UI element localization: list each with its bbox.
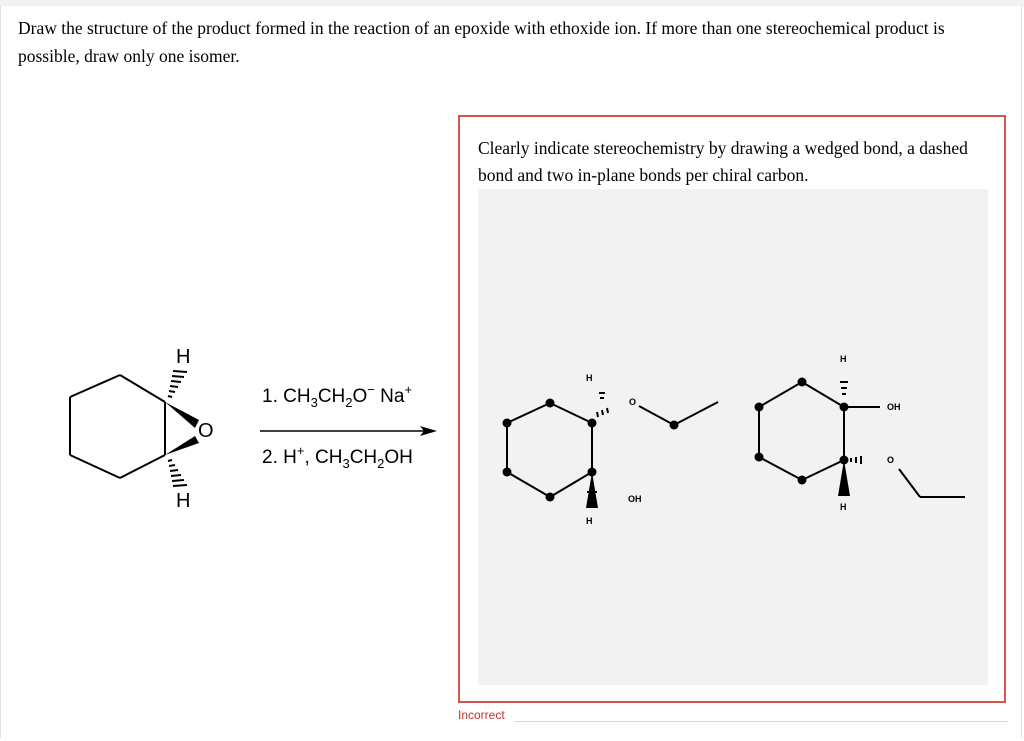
reaction-scheme: [0, 330, 460, 530]
answer-box: [458, 115, 1006, 703]
reactant-h-bottom: H: [176, 490, 191, 512]
mol2-oh: OH: [887, 402, 901, 412]
hashed-bond: [599, 393, 605, 398]
answer-status: Incorrect: [458, 708, 505, 722]
mol1-o: O: [629, 397, 637, 407]
mol1-h-top: H: [586, 373, 593, 383]
product-structure-1[interactable]: [503, 373, 719, 526]
mol2-h-top: H: [840, 354, 847, 364]
mol2-h-bottom: H: [840, 502, 847, 512]
hashed-bond: [840, 382, 848, 394]
mol1-h-bottom: H: [586, 516, 593, 526]
cyclohexane-ring: [70, 375, 165, 478]
reagent-step-1: 1. $CH_3CH_2O^-$ Na+: [262, 382, 413, 410]
drawn-structures: [478, 189, 988, 685]
answer-instruction: Clearly indicate stereochemistry by drawing a wedged bond, a dashed bond and two in-plane bonds per chiral carbon.: [478, 138, 968, 185]
reagent-step-2: 2. H+, $CH_3CH_2OH$: [262, 443, 413, 471]
wedge-bond: [838, 460, 850, 496]
epoxide-wedge-bottom: [165, 436, 199, 455]
hashed-bond-bottom: [168, 460, 187, 486]
mol2-o: O: [887, 455, 895, 465]
hashed-bond-top: [168, 371, 187, 397]
hashed-bond: [851, 456, 861, 464]
status-divider: [514, 721, 1008, 722]
product-structure-2[interactable]: [755, 354, 966, 512]
reactant-h-top: H: [176, 346, 191, 368]
wedge-bond: [586, 472, 598, 508]
mol1-oh: OH: [628, 494, 642, 504]
reactant-oxygen: O: [198, 420, 214, 442]
reaction-arrow: [260, 426, 437, 436]
question-text: Draw the structure of the product formed in the reaction of an epoxide with ethoxide ion. If more than one stereochemical product is possible, draw only one isomer.: [18, 18, 945, 66]
drawing-canvas[interactable]: [478, 189, 988, 685]
hashed-bond: [597, 408, 608, 417]
epoxide-wedge-top: [165, 402, 199, 428]
